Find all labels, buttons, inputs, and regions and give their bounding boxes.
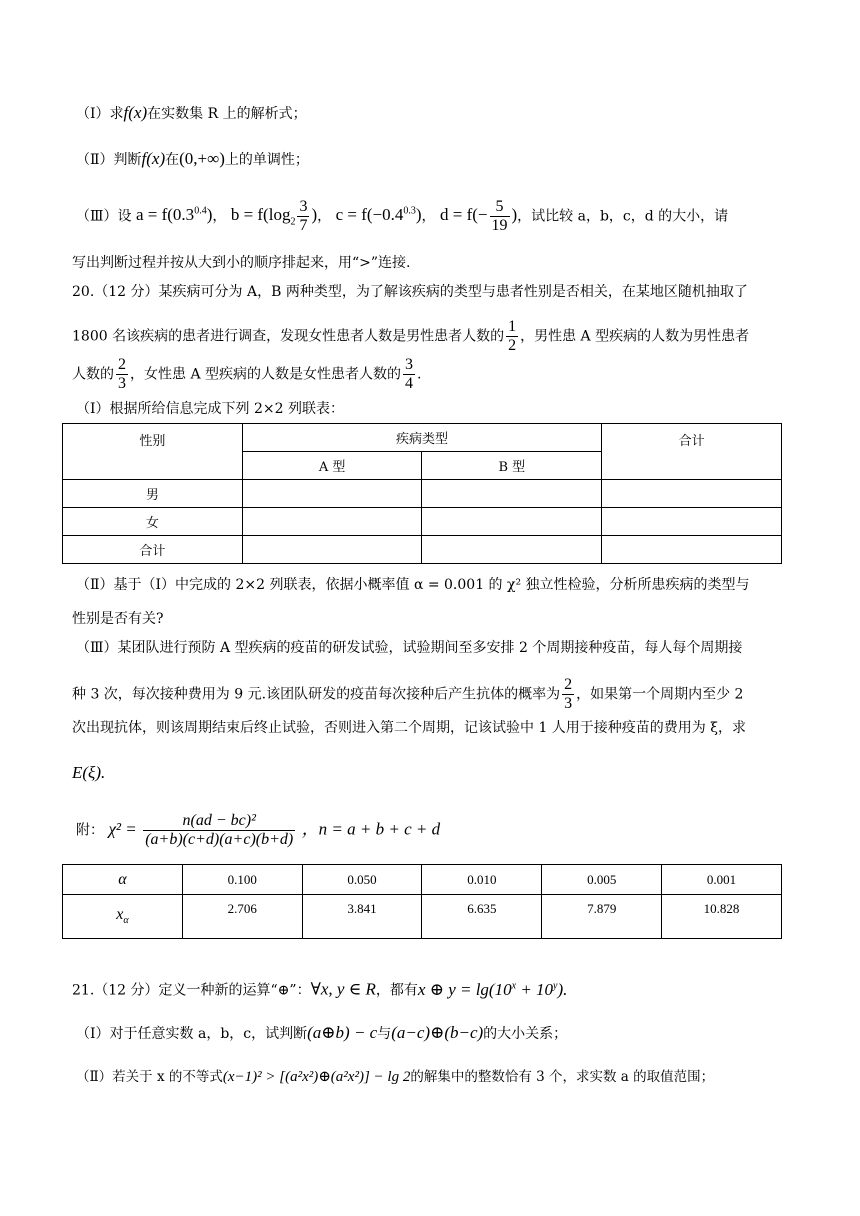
q21-line1 [72, 980, 567, 999]
q20-frac-half-num: 1 [508, 318, 517, 335]
q19-part1-prefix: （Ⅰ）求 [76, 106, 124, 122]
q19-d-def: d = f(− $\frac{5}{19}$ ) [440, 198, 518, 234]
q19-c-text: c = f(−0.4 [335, 205, 404, 225]
q20-frac-two-thirds [116, 356, 128, 393]
table-header-type: 疾病类型 [242, 424, 601, 452]
q19-c-def: $c = f(-0.4^{0.3})$ [335, 205, 422, 225]
q19-b-fraction [297, 198, 309, 235]
q19-part1-expr: f(x) [123, 103, 148, 122]
formula-numerator: n(ad − bc)² [143, 812, 295, 831]
q21-def-end: ). [557, 979, 568, 999]
table-cell-empty [602, 480, 782, 508]
q20-line2 [72, 318, 749, 355]
q19-d-den: 19 [491, 217, 508, 234]
ref-table-alpha-value: 0.100 [182, 865, 302, 895]
q20-frac-3-num: 3 [405, 356, 414, 373]
q20-part3-line4: E(ξ). [72, 763, 106, 782]
q20-line3-post: . [417, 366, 422, 383]
q19-part2-expr: f(x) [141, 149, 166, 168]
table-cell-empty [422, 536, 602, 564]
q19-a-exp: 0.4 [194, 205, 207, 217]
q19-b-def: $b = f(\log_2$ $\frac{3}{7}$ ) [230, 198, 318, 234]
q20-part3-line2-pre: 种 3 次，每次接种费用为 9 元.该团队研发的疫苗每次接种后产生抗体的概率为 [72, 686, 561, 703]
ref-table-x-text: x [116, 906, 124, 924]
q21-part1-pre: （Ⅰ）对于任意实数 a，b，c，试判断 [76, 1026, 308, 1042]
q20-frac-3-den: 4 [405, 375, 414, 392]
table-row-female-label: 女 [63, 508, 243, 536]
table-cell-empty [602, 536, 782, 564]
q19-part2-mid: 在 [165, 152, 180, 168]
q21-part2-pre: （Ⅱ）若关于 x 的不等式 [76, 1069, 223, 1085]
q20-frac-three-quarters [403, 356, 415, 393]
contingency-table [62, 423, 782, 564]
q20-part1: （Ⅰ）根据所给信息完成下列 2×2 列联表： [76, 401, 344, 417]
q20-part3-line3: 次出现抗体，则该周期结束后终止试验，否则进入第二个周期，记该试验中 1 人用于接种疫苗的费用为 ξ，求 [72, 720, 746, 736]
q20-part3-line2-post: ，如果第一个周期内至少 2 [576, 686, 744, 703]
q21-part2-expr: (x−1)² > [(a²x²)⊕(a²x²)] − lg 2 [222, 1069, 411, 1085]
q20-frac-half-den: 2 [508, 337, 517, 354]
q19-part1 [76, 104, 307, 123]
chi-square-formula [76, 812, 440, 849]
q21-part2 [76, 1069, 714, 1086]
ref-table-x-label [63, 895, 183, 939]
q21-def-text: x ⊕ y = lg(10 [417, 979, 512, 999]
ref-table-critical-value: 10.828 [662, 895, 782, 939]
q20-part2-line1: （Ⅱ）基于（Ⅰ）中完成的 2×2 列联表，依据小概率值 α = 0.001 的 χ² 独立性检验，分析所患疾病的类型与 [76, 577, 750, 593]
q21-part1-expr2: (a−c)⊕(b−c) [391, 1023, 484, 1042]
table-header-total: 合计 [602, 424, 782, 480]
formula-prefix: 附： [76, 822, 104, 839]
table-header-b: B 型 [422, 452, 602, 480]
q20-part2-line2: 性别是否有关? [72, 611, 164, 627]
q20-part3-line2 [72, 676, 743, 713]
chi-square-reference-table [62, 864, 782, 939]
q19-part3-line2: 写出判断过程并按从大到小的顺序排起来，用“>”连接. [72, 255, 411, 271]
ref-table-critical-value: 7.879 [542, 895, 662, 939]
table-header-a: A 型 [242, 452, 422, 480]
q20-line1: 20.（12 分）某疾病可分为 A，B 两种类型，为了解该疾病的类型与患者性别是否相关，在某地区随机抽取了 [72, 284, 748, 300]
q20-part3-num: 2 [564, 676, 573, 693]
q21-line1-pre: 21.（12 分）定义一种新的运算“⊕”： [72, 982, 311, 999]
q19-a-def: $a = f(0.3^{0.4})$ [135, 205, 213, 225]
ref-table-critical-value: 2.706 [182, 895, 302, 939]
q21-part1-expr1: (a⊕b) − c [307, 1023, 378, 1042]
q21-part1-post: 的大小关系； [483, 1026, 568, 1042]
q19-part1-suffix: 在实数集 R 上的解析式； [147, 106, 307, 122]
ref-table-alpha-value: 0.005 [542, 865, 662, 895]
table-cell-empty [602, 508, 782, 536]
ref-table-alpha-value: 0.010 [422, 865, 542, 895]
q20-line2-pre: 1800 名该疾病的患者进行调查，发现女性患者人数是男性患者人数的 [72, 328, 505, 345]
q19-part2-prefix: （Ⅱ）判断 [76, 152, 142, 168]
formula-lhs: χ² = [108, 819, 137, 839]
q20-part3-fraction [562, 676, 574, 713]
q21-line1-mid: ，都有 [375, 982, 418, 999]
q19-part3-suffix: ，试比较 a，b，c，d 的大小，请 [517, 208, 729, 225]
q19-b-sub: 2 [290, 216, 296, 228]
q20-frac-2-den: 3 [118, 375, 126, 392]
formula-n-def: ，n = a + b + c + d [301, 819, 441, 839]
table-cell-empty [242, 536, 422, 564]
q19-part2-interval: (0,+∞) [179, 149, 225, 168]
q19-d-fraction [490, 198, 510, 235]
ref-table-x-sub: α [123, 915, 129, 927]
q20-line3-mid: ，女性患 A 型疾病的人数是女性患者人数的 [130, 366, 402, 383]
q20-line3 [72, 356, 421, 393]
q21-def-exp-y: y [553, 980, 558, 991]
table-row-male-label: 男 [63, 480, 243, 508]
q19-a-text: a = f(0.3 [135, 205, 195, 225]
q19-part2 [76, 150, 309, 169]
table-row-total-label: 合计 [63, 536, 243, 564]
q19-d-text: d = f(− [440, 205, 488, 225]
q21-def-mid: + 10 [516, 979, 554, 999]
q19-part3-prefix: （Ⅲ）设 [76, 208, 132, 225]
q20-line2-post: ，男性患 A 型疾病的人数为男性患者 [520, 328, 750, 345]
q20-frac-2-num: 2 [118, 356, 126, 373]
ref-table-alpha-label: α [63, 865, 183, 895]
q20-part3-line1: （Ⅲ）某团队进行预防 A 型疾病的疫苗的研发试验，试验期间至多安排 2 个周期接种疫苗，每人每个周期接 [76, 640, 743, 656]
ref-table-alpha-value: 0.001 [662, 865, 782, 895]
q21-part2-post: 的解集中的整数恰有 3 个，求实数 a 的取值范围； [410, 1069, 715, 1085]
q19-d-num: 5 [490, 198, 510, 217]
table-cell-empty [242, 508, 422, 536]
q19-part3: （Ⅲ）设 $a = f(0.3^{0.4})$， $b = f(\log_2$ $\frac{3}{7}$ )， $c = f(-0.4^{0.3})$， d = f(− $\frac{5}{19}$ )，试比较 a，b，c，d 的大小，请 [76, 198, 729, 234]
q21-definition [418, 980, 568, 999]
q19-part2-suffix: 上的单调性； [224, 152, 309, 168]
formula-fraction [143, 812, 295, 849]
q19-b-text: b = f(log [230, 205, 291, 225]
q20-line3-pre: 人数的 [72, 366, 114, 383]
table-cell-empty [422, 508, 602, 536]
q19-c-exp: 0.3 [403, 205, 416, 217]
table-header-gender: 性别 [63, 424, 243, 480]
q20-part3-den: 3 [564, 695, 573, 712]
table-cell-empty [422, 480, 602, 508]
q21-def-exp-x: x [511, 980, 517, 991]
ref-table-critical-value: 3.841 [302, 895, 422, 939]
q21-forall: ∀x, y ∈ R [310, 979, 376, 999]
q21-part1 [76, 1024, 567, 1043]
q19-b-num: 3 [299, 198, 308, 215]
q21-part1-mid: 与 [377, 1026, 392, 1042]
ref-table-alpha-value: 0.050 [302, 865, 422, 895]
q19-b-den: 7 [299, 217, 308, 234]
q20-frac-half [506, 318, 518, 355]
ref-table-critical-value: 6.635 [422, 895, 542, 939]
formula-denominator: (a+b)(c+d)(a+c)(b+d) [145, 831, 294, 848]
table-cell-empty [242, 480, 422, 508]
